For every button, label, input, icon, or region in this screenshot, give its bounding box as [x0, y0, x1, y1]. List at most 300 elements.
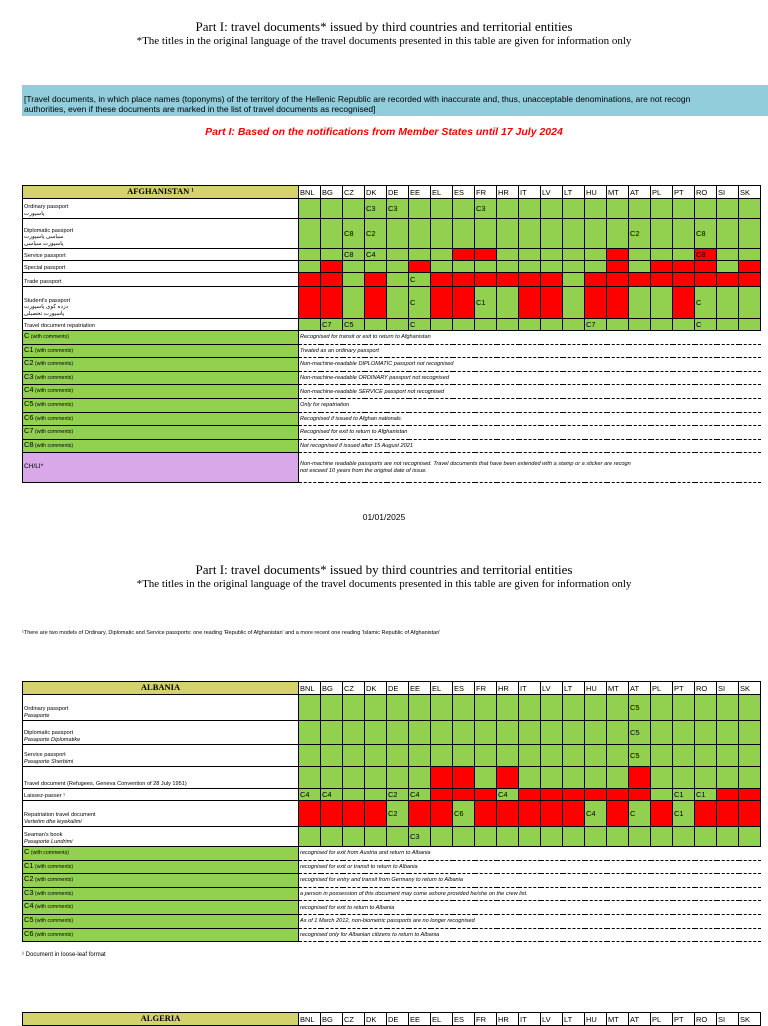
status-cell-ee: C [409, 319, 431, 331]
status-cell-sk [739, 249, 761, 261]
status-cell-de [387, 249, 409, 261]
status-cell-ro: C1 [695, 789, 717, 801]
status-cell-fr: C3 [475, 199, 497, 219]
comment-code [23, 331, 299, 345]
status-cell-lt [563, 261, 585, 273]
document-type [23, 319, 299, 331]
document-original-title: پاسپورت تحصیلی [24, 310, 65, 317]
comment-code [23, 344, 299, 358]
state-header-es: ES [453, 186, 475, 199]
status-cell-fr: C1 [475, 287, 497, 319]
status-cell-pl [651, 767, 673, 789]
status-cell-ee [409, 767, 431, 789]
comment-code-id: C5 [24, 915, 34, 925]
status-cell-fr [475, 801, 497, 827]
document-type [23, 219, 299, 249]
state-header-bg: BG [321, 1013, 343, 1026]
page-title: Part I: travel documents* issued by third countries and territorial entities [195, 19, 573, 34]
status-cell-bg [321, 249, 343, 261]
comment-code [23, 426, 299, 440]
status-cell-at [629, 287, 651, 319]
page-subtitle-2: *The titles in the original language of the travel documents presented in this table are given for information only [136, 578, 632, 590]
status-cell-at: C5 [629, 745, 651, 767]
document-row [23, 745, 761, 767]
document-row [23, 721, 761, 745]
status-cell-mt [607, 319, 629, 331]
status-cell-lt [563, 273, 585, 287]
state-header-bnl: BNL [299, 1013, 321, 1026]
state-header-fr: FR [475, 682, 497, 695]
status-cell-ro: C [695, 319, 717, 331]
status-cell-cz [343, 199, 365, 219]
status-cell-lt [563, 249, 585, 261]
status-cell-de: C2 [387, 801, 409, 827]
status-cell-bnl [299, 273, 321, 287]
document-label: Travel document (Refugees, Geneva Convention of 28 July 1951) [24, 780, 187, 787]
document-label: Diplomatic passport [24, 227, 74, 234]
status-cell-ee: C [409, 273, 431, 287]
status-cell-bg [321, 219, 343, 249]
state-header-bnl: BNL [299, 682, 321, 695]
document-type [23, 273, 299, 287]
status-cell-mt [607, 199, 629, 219]
status-cell-sk [739, 287, 761, 319]
status-cell-hu [585, 767, 607, 789]
status-cell-lt [563, 789, 585, 801]
status-cell-de [387, 287, 409, 319]
albania-table [22, 681, 761, 942]
chli-line-2: not exceed 10 years from the original date of issue. [300, 467, 427, 474]
state-header-at: AT [629, 1013, 651, 1026]
state-header-hr: HR [497, 186, 519, 199]
status-cell-pt [673, 261, 695, 273]
document-row [23, 789, 761, 801]
comment-code-row [23, 358, 761, 372]
status-cell-de: C2 [387, 789, 409, 801]
document-row [23, 249, 761, 261]
comment-code-note: (with comments) [35, 347, 74, 354]
document-row [23, 767, 761, 789]
comment-code-note: (with comments) [30, 850, 69, 857]
status-cell-es [453, 273, 475, 287]
comment-code-row [23, 439, 761, 453]
status-cell-dk [365, 319, 387, 331]
part1-notification-note: Part I: Based on the notifications from Member States until 17 July 2024 [205, 126, 563, 138]
status-cell-hu: C7 [585, 319, 607, 331]
status-cell-cz [343, 745, 365, 767]
comment-description: Treated as an ordinary passport [299, 344, 761, 358]
status-cell-dk [365, 287, 387, 319]
status-cell-bg [321, 801, 343, 827]
status-cell-fr [475, 789, 497, 801]
albania-footnote: ¹ Document in loose-leaf format [22, 952, 106, 958]
status-cell-ee: C [409, 287, 431, 319]
document-label: Service passport [24, 752, 66, 759]
comment-code-row [23, 398, 761, 412]
status-cell-hu [585, 827, 607, 847]
status-cell-bnl [299, 695, 321, 721]
status-cell-mt [607, 745, 629, 767]
status-cell-lv [541, 801, 563, 827]
status-cell-it [519, 249, 541, 261]
state-header-dk: DK [365, 682, 387, 695]
state-header-fr: FR [475, 1013, 497, 1026]
comment-code [23, 385, 299, 399]
page-title-2: Part I: travel documents* issued by third countries and territorial entities [195, 562, 573, 577]
status-cell-sk [739, 827, 761, 847]
comment-code-row [23, 426, 761, 440]
status-cell-mt [607, 801, 629, 827]
comment-code-row [23, 331, 761, 345]
document-type [23, 801, 299, 827]
comment-code-row [23, 412, 761, 426]
document-type [23, 827, 299, 847]
state-header-it: IT [519, 682, 541, 695]
status-cell-at [629, 273, 651, 287]
comment-code-row [23, 901, 761, 915]
status-cell-lv [541, 287, 563, 319]
status-cell-si [717, 801, 739, 827]
document-original-title: Pasaporte [24, 712, 50, 719]
status-cell-ee [409, 199, 431, 219]
comment-description: Not recognised if issued after 15 August 2021 [299, 439, 761, 453]
status-cell-it [519, 261, 541, 273]
document-original-title: Pasaporte Diplomatike [24, 736, 81, 743]
status-cell-bnl [299, 801, 321, 827]
state-header-lt: LT [563, 186, 585, 199]
comment-code-id: C [24, 847, 30, 857]
status-cell-ee: C4 [409, 789, 431, 801]
status-cell-cz [343, 287, 365, 319]
status-cell-bnl [299, 249, 321, 261]
state-header-lt: LT [563, 682, 585, 695]
status-cell-fr [475, 261, 497, 273]
status-cell-de [387, 827, 409, 847]
status-cell-el [431, 801, 453, 827]
status-cell-ee [409, 695, 431, 721]
status-cell-pl [651, 261, 673, 273]
status-cell-bg [321, 273, 343, 287]
status-cell-mt [607, 273, 629, 287]
page-subtitle: *The titles in the original language of the travel documents presented in this table are given for information only [136, 35, 632, 47]
status-cell-lv [541, 695, 563, 721]
status-cell-ee [409, 249, 431, 261]
status-cell-ro [695, 273, 717, 287]
status-cell-lt [563, 319, 585, 331]
state-header-de: DE [387, 186, 409, 199]
state-header-lv: LV [541, 1013, 563, 1026]
document-row [23, 827, 761, 847]
comment-code-note: (with comments) [35, 374, 74, 381]
comment-code-id: C7 [24, 426, 34, 436]
status-cell-si [717, 789, 739, 801]
status-cell-bg [321, 199, 343, 219]
state-header-lv: LV [541, 682, 563, 695]
comment-code-row [23, 344, 761, 358]
status-cell-lt [563, 721, 585, 745]
comment-description: Non-machine-readable ORDINARY passport not recognised [299, 371, 761, 385]
status-cell-fr [475, 767, 497, 789]
document-type [23, 745, 299, 767]
document-type [23, 721, 299, 745]
status-cell-pl [651, 789, 673, 801]
state-header-mt: MT [607, 1013, 629, 1026]
status-cell-ro [695, 827, 717, 847]
comment-code-id: C2 [24, 874, 34, 884]
status-cell-de [387, 695, 409, 721]
state-header-dk: DK [365, 1013, 387, 1026]
status-cell-cz [343, 827, 365, 847]
status-cell-sk [739, 767, 761, 789]
status-cell-el [431, 261, 453, 273]
status-cell-pt [673, 767, 695, 789]
status-cell-mt [607, 261, 629, 273]
header-row [23, 682, 761, 695]
status-cell-ro: C [695, 287, 717, 319]
state-header-hu: HU [585, 186, 607, 199]
comment-description: Recognised for transit or exit to return to Afghanistan [299, 331, 761, 345]
state-header-ee: EE [409, 186, 431, 199]
status-cell-ro [695, 721, 717, 745]
status-cell-lv [541, 745, 563, 767]
state-header-lv: LV [541, 186, 563, 199]
comment-code-id: C8 [24, 439, 34, 449]
country-name: AFGHANISTAN ¹ [23, 186, 299, 199]
status-cell-pl [651, 199, 673, 219]
status-cell-mt [607, 767, 629, 789]
status-cell-es: C6 [453, 801, 475, 827]
status-cell-hr [497, 767, 519, 789]
status-cell-lv [541, 249, 563, 261]
notice-line-2: authorities, even if these documents are marked in the list of travel documents as recognised] [24, 104, 376, 114]
comment-code [23, 914, 299, 928]
document-row [23, 273, 761, 287]
state-header-de: DE [387, 1013, 409, 1026]
country-name: ALBANIA [23, 682, 299, 695]
comment-code [23, 847, 299, 861]
status-cell-lt [563, 199, 585, 219]
status-cell-pl [651, 827, 673, 847]
status-cell-pl [651, 273, 673, 287]
comment-code [23, 901, 299, 915]
status-cell-fr [475, 319, 497, 331]
state-header-at: AT [629, 682, 651, 695]
status-cell-bg [321, 287, 343, 319]
status-cell-cz [343, 767, 365, 789]
status-cell-it [519, 721, 541, 745]
status-cell-el [431, 695, 453, 721]
status-cell-sk [739, 261, 761, 273]
status-cell-it [519, 695, 541, 721]
notice-line-1: [Travel documents, in which place names (toponyms) of the territory of the Hellenic Republic are recorded with inaccurate and, thus, unacceptable denominations, are not recogn [24, 94, 691, 104]
hellenic-notice [22, 85, 768, 116]
status-cell-sk [739, 801, 761, 827]
status-cell-hu: C4 [585, 801, 607, 827]
state-header-ro: RO [695, 186, 717, 199]
state-header-ro: RO [695, 682, 717, 695]
status-cell-fr [475, 827, 497, 847]
status-cell-de [387, 745, 409, 767]
comment-code-id: C [24, 331, 30, 341]
status-cell-el [431, 287, 453, 319]
state-header-el: EL [431, 1013, 453, 1026]
afghanistan-footnote: ¹There are two models of Ordinary, Diplomatic and Service passports: one reading 'Republic of Afghanistan' and a more recent one reading 'Islamic Republic of Afghanistan' [22, 630, 441, 636]
state-header-si: SI [717, 682, 739, 695]
document-row [23, 261, 761, 273]
state-header-si: SI [717, 186, 739, 199]
status-cell-sk [739, 199, 761, 219]
status-cell-pt [673, 287, 695, 319]
status-cell-ee [409, 219, 431, 249]
status-cell-fr [475, 721, 497, 745]
comment-description: Recognised if issued to Afghan nationals [299, 412, 761, 426]
comment-code-note: (with comments) [35, 890, 74, 897]
status-cell-pt [673, 249, 695, 261]
state-header-hu: HU [585, 682, 607, 695]
status-cell-hu [585, 249, 607, 261]
status-cell-es [453, 199, 475, 219]
comment-description: recognised for exit to return to Albania [299, 901, 761, 915]
comment-code [23, 860, 299, 874]
status-cell-hr [497, 319, 519, 331]
state-header-pl: PL [651, 1013, 673, 1026]
status-cell-de [387, 273, 409, 287]
status-cell-si [717, 199, 739, 219]
status-cell-el [431, 219, 453, 249]
status-cell-ee [409, 801, 431, 827]
status-cell-bnl [299, 721, 321, 745]
status-cell-pl [651, 249, 673, 261]
state-header-pl: PL [651, 186, 673, 199]
status-cell-dk [365, 789, 387, 801]
document-label: Seaman's book [24, 832, 63, 839]
comment-code-id: C3 [24, 371, 34, 381]
status-cell-cz: C5 [343, 319, 365, 331]
status-cell-ro [695, 745, 717, 767]
state-header-cz: CZ [343, 682, 365, 695]
status-cell-pt [673, 745, 695, 767]
comment-code-note: (with comments) [35, 863, 74, 870]
status-cell-lv [541, 721, 563, 745]
status-cell-pl [651, 287, 673, 319]
state-header-bg: BG [321, 186, 343, 199]
status-cell-pl [651, 721, 673, 745]
status-cell-it [519, 827, 541, 847]
comment-description: Recognised for exit to return to Afghanistan [299, 426, 761, 440]
status-cell-hu [585, 199, 607, 219]
state-header-dk: DK [365, 186, 387, 199]
status-cell-cz [343, 801, 365, 827]
status-cell-mt [607, 287, 629, 319]
comment-code-row [23, 887, 761, 901]
status-cell-es [453, 287, 475, 319]
status-cell-at: C5 [629, 695, 651, 721]
comment-code-row [23, 371, 761, 385]
document-original-title: سیاسی پاسپورت [24, 234, 64, 241]
state-header-ee: EE [409, 1013, 431, 1026]
comment-description: recognised for entry and transit from Germany to return to Albania [299, 874, 761, 888]
document-row [23, 219, 761, 249]
status-cell-hu [585, 261, 607, 273]
status-cell-es [453, 767, 475, 789]
status-cell-at [629, 199, 651, 219]
status-cell-bnl: C4 [299, 789, 321, 801]
document-row [23, 199, 761, 219]
document-label: Diplomatic passport [24, 730, 74, 737]
status-cell-si [717, 767, 739, 789]
document-type [23, 199, 299, 219]
state-header-mt: MT [607, 186, 629, 199]
status-cell-lt [563, 745, 585, 767]
status-cell-pt [673, 827, 695, 847]
status-cell-at [629, 249, 651, 261]
comment-code-id: C5 [24, 399, 34, 409]
status-cell-at [629, 789, 651, 801]
document-label: Special passport [24, 264, 66, 271]
status-cell-ro [695, 695, 717, 721]
status-cell-at: C [629, 801, 651, 827]
status-cell-es [453, 745, 475, 767]
status-cell-si [717, 219, 739, 249]
status-cell-bnl [299, 827, 321, 847]
status-cell-es [453, 261, 475, 273]
comment-code [23, 398, 299, 412]
status-cell-ro [695, 801, 717, 827]
status-cell-dk: C4 [365, 249, 387, 261]
comment-description: As of 1 March 2012, non-biometric passports are no longer recognised [299, 914, 761, 928]
status-cell-pt [673, 721, 695, 745]
status-cell-dk [365, 261, 387, 273]
status-cell-es [453, 249, 475, 261]
status-cell-pt: C1 [673, 801, 695, 827]
status-cell-dk [365, 273, 387, 287]
status-cell-si [717, 249, 739, 261]
status-cell-lt [563, 695, 585, 721]
comment-code-id: C6 [24, 412, 34, 422]
status-cell-hr [497, 219, 519, 249]
state-header-de: DE [387, 682, 409, 695]
status-cell-mt [607, 249, 629, 261]
status-cell-ee [409, 745, 431, 767]
comment-code-id: C3 [24, 887, 34, 897]
status-cell-si [717, 287, 739, 319]
status-cell-ro: C8 [695, 249, 717, 261]
status-cell-si [717, 319, 739, 331]
document-original-title: دزده کوی پاسپورت [24, 304, 69, 311]
status-cell-at: C2 [629, 219, 651, 249]
comment-description: recognised for exit from Austria and return to Albania [299, 847, 761, 861]
status-cell-it [519, 219, 541, 249]
status-cell-hu [585, 789, 607, 801]
comment-description: Non-machine-readable DIPLOMATIC passport not recognised [299, 358, 761, 372]
status-cell-at [629, 319, 651, 331]
document-row [23, 319, 761, 331]
state-header-ee: EE [409, 682, 431, 695]
chli-description [299, 453, 761, 483]
comment-code-note: (with comments) [35, 388, 74, 395]
status-cell-at [629, 827, 651, 847]
status-cell-bnl [299, 287, 321, 319]
state-header-at: AT [629, 186, 651, 199]
comment-code [23, 371, 299, 385]
status-cell-lv [541, 319, 563, 331]
document-type [23, 261, 299, 273]
status-cell-cz: C8 [343, 219, 365, 249]
document-original-title: پاسپورت [24, 210, 45, 217]
status-cell-bnl [299, 261, 321, 273]
status-cell-de [387, 261, 409, 273]
header-row [23, 186, 761, 199]
